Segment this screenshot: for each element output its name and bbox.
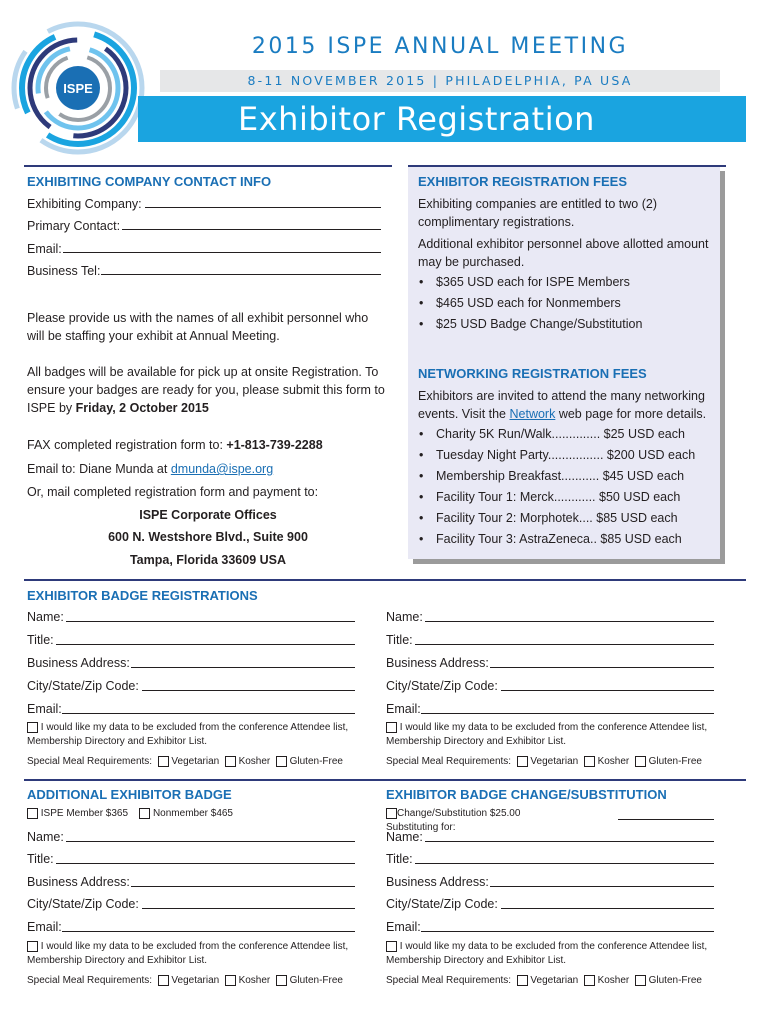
badge1-title-field[interactable] bbox=[56, 644, 355, 645]
badge2-email-field[interactable] bbox=[421, 713, 714, 714]
additional-title-field[interactable] bbox=[56, 863, 355, 864]
submission-deadline: Friday, 2 October 2015 bbox=[75, 401, 209, 415]
meal-requirements: Special Meal Requirements: Vegetarian Kosher Gluten-Free bbox=[27, 975, 343, 986]
badge2-address-field[interactable] bbox=[490, 667, 714, 668]
email-label: Email: bbox=[386, 702, 421, 716]
section-divider bbox=[24, 579, 746, 581]
mail-instructions: Or, mail completed registration form and payment to: bbox=[27, 485, 319, 499]
company-field[interactable] bbox=[145, 207, 381, 208]
event-dates-location: 8-11 NOVEMBER 2015 | PHILADELPHIA, PA USA bbox=[160, 70, 720, 92]
gluten-free-checkbox[interactable] bbox=[635, 975, 646, 986]
additional-badge-options: ISPE Member $365 Nonmember $465 bbox=[27, 807, 387, 821]
gluten-free-checkbox[interactable] bbox=[635, 756, 646, 767]
kosher-checkbox[interactable] bbox=[584, 975, 595, 986]
fees-additional: Additional exhibitor personnel above allotted amount may be purchased. bbox=[418, 237, 709, 269]
networking-fees-heading: NETWORKING REGISTRATION FEES bbox=[418, 366, 647, 381]
badge-change-heading: EXHIBITOR BADGE CHANGE/SUBSTITUTION bbox=[386, 787, 667, 802]
exclude-data-option: I would like my data to be excluded from the conference Attendee list, Membership Directory and Exhibitor List. bbox=[386, 722, 708, 747]
exclude-data-checkbox[interactable] bbox=[386, 941, 397, 952]
primary-contact-field[interactable] bbox=[122, 229, 381, 230]
fax-number: +1-813-739-2288 bbox=[226, 438, 323, 452]
company-label: Exhibiting Company: bbox=[27, 197, 142, 211]
exclude-data-checkbox[interactable] bbox=[27, 941, 38, 952]
business-tel-field[interactable] bbox=[101, 274, 381, 275]
badge-change-option: Change/Substitution $25.00 Substituting for: bbox=[386, 808, 521, 833]
list-item: • Facility Tour 3: AstraZeneca.. $85 USD each bbox=[412, 529, 718, 550]
change-address-field[interactable] bbox=[490, 886, 714, 887]
city-label: City/State/Zip Code: bbox=[386, 897, 498, 911]
badge2-city-field[interactable] bbox=[501, 690, 714, 691]
network-link[interactable]: Network bbox=[509, 407, 556, 421]
exclude-data-checkbox[interactable] bbox=[27, 722, 38, 733]
contact-info-heading: EXHIBITING COMPANY CONTACT INFO bbox=[27, 174, 272, 189]
meal-requirements: Special Meal Requirements: Vegetarian Kosher Gluten-Free bbox=[27, 756, 343, 767]
meal-requirements: Special Meal Requirements: Vegetarian Kosher Gluten-Free bbox=[386, 756, 702, 767]
business-tel-label: Business Tel: bbox=[27, 264, 101, 278]
exclude-data-option: I would like my data to be excluded from the conference Attendee list, Membership Directory and Exhibitor List. bbox=[27, 941, 349, 966]
exclude-data-option: I would like my data to be excluded from the conference Attendee list, Membership Directory and Exhibitor List. bbox=[386, 941, 708, 966]
additional-address-field[interactable] bbox=[131, 886, 355, 887]
exclude-data-checkbox[interactable] bbox=[386, 722, 397, 733]
badge2-name-field[interactable] bbox=[425, 621, 714, 622]
ispe-member-checkbox[interactable] bbox=[27, 808, 38, 819]
email-label: Email: bbox=[27, 702, 62, 716]
additional-badge-heading: ADDITIONAL EXHIBITOR BADGE bbox=[27, 787, 232, 802]
address-line-3: Tampa, Florida 33609 USA bbox=[129, 553, 287, 567]
email-label: Email: bbox=[386, 920, 421, 934]
email-instructions: Email to: Diane Munda at dmunda@ispe.org bbox=[27, 462, 274, 476]
title-label: Title: bbox=[27, 852, 54, 866]
address-line-1: ISPE Corporate Offices bbox=[139, 508, 277, 522]
kosher-checkbox[interactable] bbox=[225, 975, 236, 986]
name-label: Name: bbox=[27, 830, 64, 844]
event-title: 2015 ISPE ANNUAL MEETING bbox=[251, 34, 629, 59]
networking-intro: Exhibitors are invited to attend the many networking events. Visit the Network web page for more details. bbox=[418, 389, 707, 421]
ispe-logo bbox=[8, 18, 148, 158]
gluten-free-checkbox[interactable] bbox=[276, 975, 287, 986]
name-label: Name: bbox=[27, 610, 64, 624]
networking-list bbox=[412, 424, 718, 550]
list-item: • Charity 5K Run/Walk.............. $25 USD each bbox=[412, 424, 718, 445]
email-label: Email: bbox=[27, 242, 62, 256]
meal-requirements: Special Meal Requirements: Vegetarian Kosher Gluten-Free bbox=[386, 975, 702, 986]
city-label: City/State/Zip Code: bbox=[386, 679, 498, 693]
name-label: Name: bbox=[386, 830, 423, 844]
address-line-2: 600 N. Westshore Blvd., Suite 900 bbox=[108, 530, 308, 544]
badge1-email-field[interactable] bbox=[62, 713, 355, 714]
name-label: Name: bbox=[386, 610, 423, 624]
email-link[interactable]: dmunda@ispe.org bbox=[170, 462, 274, 476]
list-item: • Facility Tour 2: Morphotek.... $85 USD each bbox=[412, 508, 718, 529]
vegetarian-checkbox[interactable] bbox=[158, 975, 169, 986]
vegetarian-checkbox[interactable] bbox=[517, 756, 528, 767]
additional-email-field[interactable] bbox=[62, 931, 355, 932]
title-label: Title: bbox=[27, 633, 54, 647]
gluten-free-checkbox[interactable] bbox=[276, 756, 287, 767]
badge1-city-field[interactable] bbox=[142, 690, 355, 691]
change-substitution-checkbox[interactable] bbox=[386, 808, 397, 819]
email-field[interactable] bbox=[63, 252, 381, 253]
section-divider bbox=[24, 779, 746, 781]
business-address-label: Business Address: bbox=[386, 875, 489, 889]
page-title: Exhibitor Registration bbox=[138, 96, 746, 142]
fax-instructions: FAX completed registration form to: +1-813-739-2288 bbox=[27, 438, 323, 452]
list-item: • Membership Breakfast........... $45 USD each bbox=[412, 466, 718, 487]
additional-city-field[interactable] bbox=[142, 908, 355, 909]
email-label: Email: bbox=[27, 920, 62, 934]
list-item: • $25 USD Badge Change/Substitution bbox=[412, 314, 712, 335]
exclude-data-option: I would like my data to be excluded from the conference Attendee list, Membership Directory and Exhibitor List. bbox=[27, 722, 349, 747]
registration-fees-heading: EXHIBITOR REGISTRATION FEES bbox=[418, 174, 627, 189]
list-item: • Tuesday Night Party................ $200 USD each bbox=[412, 445, 718, 466]
svg-text:ISPE: ISPE bbox=[63, 81, 93, 96]
change-email-field[interactable] bbox=[421, 931, 714, 932]
business-address-label: Business Address: bbox=[27, 656, 130, 670]
badge1-name-field[interactable] bbox=[66, 621, 355, 622]
title-label: Title: bbox=[386, 633, 413, 647]
change-city-field[interactable] bbox=[501, 908, 714, 909]
list-item: • Facility Tour 1: Merck............ $50 USD each bbox=[412, 487, 718, 508]
change-title-field[interactable] bbox=[415, 863, 714, 864]
city-label: City/State/Zip Code: bbox=[27, 679, 139, 693]
substituting-for-field[interactable] bbox=[618, 819, 714, 820]
list-item: • $365 USD each for ISPE Members bbox=[412, 272, 712, 293]
kosher-checkbox[interactable] bbox=[584, 756, 595, 767]
vegetarian-checkbox[interactable] bbox=[517, 975, 528, 986]
badge-pickup-instructions: All badges will be available for pick up at onsite Registration. To ensure your badges are ready for you, please submit this form to ISPE by Friday, 2 October 2015 bbox=[27, 365, 385, 415]
section-divider bbox=[24, 165, 392, 167]
fees-intro: Exhibiting companies are entitled to two (2) complimentary registrations. bbox=[418, 197, 658, 229]
list-item: • $465 USD each for Nonmembers bbox=[412, 293, 712, 314]
nonmember-checkbox[interactable] bbox=[139, 808, 150, 819]
fees-list bbox=[412, 272, 712, 335]
section-divider bbox=[408, 165, 726, 167]
city-label: City/State/Zip Code: bbox=[27, 897, 139, 911]
business-address-label: Business Address: bbox=[27, 875, 130, 889]
badge-registrations-heading: EXHIBITOR BADGE REGISTRATIONS bbox=[27, 588, 258, 603]
title-label: Title: bbox=[386, 852, 413, 866]
badge1-address-field[interactable] bbox=[131, 667, 355, 668]
change-name-field[interactable] bbox=[425, 841, 714, 842]
vegetarian-checkbox[interactable] bbox=[158, 756, 169, 767]
additional-name-field[interactable] bbox=[66, 841, 355, 842]
primary-contact-label: Primary Contact: bbox=[27, 219, 121, 233]
badge2-title-field[interactable] bbox=[415, 644, 714, 645]
business-address-label: Business Address: bbox=[386, 656, 489, 670]
kosher-checkbox[interactable] bbox=[225, 756, 236, 767]
personnel-instructions: Please provide us with the names of all exhibit personnel who will be staffing your exhibit at Annual Meeting. bbox=[27, 311, 369, 343]
